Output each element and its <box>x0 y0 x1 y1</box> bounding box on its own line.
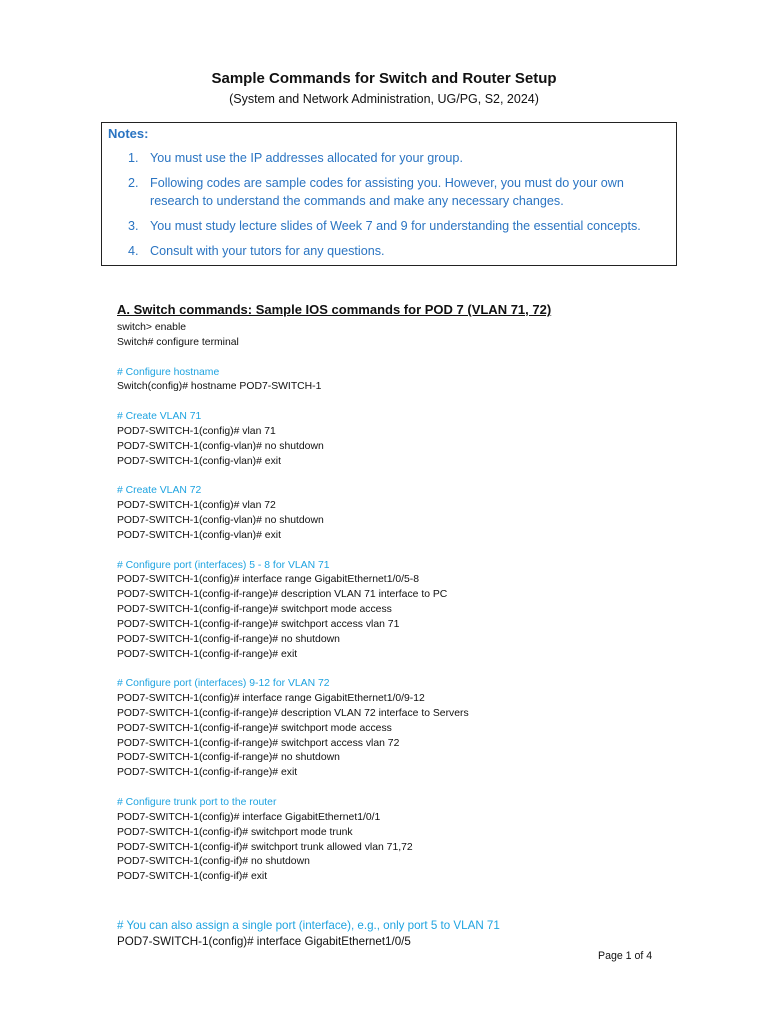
note-text: Consult with your tutors for any questions. <box>150 244 385 258</box>
command-line: POD7-SWITCH-1(config-if)# no shutdown <box>117 856 310 868</box>
spacer <box>117 395 717 410</box>
command-line: POD7-SWITCH-1(config-if-range)# switchport mode access <box>117 722 392 734</box>
command-line: POD7-SWITCH-1(config-if-range)# exit <box>117 648 298 660</box>
spacer <box>117 351 717 366</box>
comment-line: # Configure port (interfaces) 5 - 8 for VLAN 71 <box>117 559 330 571</box>
command-line: POD7-SWITCH-1(config)# interface GigabitEthernet1/0/1 <box>117 811 381 823</box>
comment-line: # Configure trunk port to the router <box>117 797 277 808</box>
spacer <box>117 469 717 484</box>
command-line: POD7-SWITCH-1(config)# vlan 72 <box>117 500 276 512</box>
comment-line: # Configure port (interfaces) 9-12 for VLAN 72 <box>117 678 330 690</box>
switch-commands-section <box>117 302 717 950</box>
command-line: Switch(config)# hostname POD7-SWITCH-1 <box>117 381 322 393</box>
comment-line: # Configure hostname <box>117 366 220 378</box>
command-line: POD7-SWITCH-1(config-if-range)# no shutdown <box>117 752 340 764</box>
note-item <box>102 217 676 235</box>
comment-line: # You can also assign a single port (interface), e.g., only port 5 to VLAN 71 <box>117 919 500 933</box>
command-line: POD7-SWITCH-1(config-vlan)# no shutdown <box>117 440 324 452</box>
command-line: POD7-SWITCH-1(config)# interface range GigabitEthernet1/0/9-12 <box>117 693 425 705</box>
spacer <box>117 781 717 796</box>
command-line: POD7-SWITCH-1(config)# interface GigabitEthernet1/0/5 <box>117 935 411 949</box>
command-line: POD7-SWITCH-1(config-if-range)# exit <box>117 767 298 779</box>
command-line: POD7-SWITCH-1(config-if-range)# description VLAN 72 interface to Servers <box>117 707 469 719</box>
command-line: Switch# configure terminal <box>117 336 239 348</box>
note-number: 4. <box>128 244 139 258</box>
note-text: Following codes are sample codes for assisting you. However, you must do your own research to understand the commands and make any necessary changes. <box>150 176 624 208</box>
command-line: POD7-SWITCH-1(config-vlan)# exit <box>117 529 281 541</box>
command-line: POD7-SWITCH-1(config-if-range)# switchport access vlan 72 <box>117 737 400 749</box>
command-line: POD7-SWITCH-1(config-if-range)# no shutdown <box>117 633 340 645</box>
notes-list <box>102 149 676 267</box>
command-line: POD7-SWITCH-1(config)# interface range GigabitEthernet1/0/5-8 <box>117 574 420 586</box>
note-text: You must use the IP addresses allocated for your group. <box>150 151 463 165</box>
notes-box <box>101 122 677 266</box>
spacer <box>117 544 717 559</box>
comment-line: # Create VLAN 71 <box>117 411 202 423</box>
document-title: Sample Commands for Switch and Router Setup <box>211 70 557 87</box>
command-line: POD7-SWITCH-1(config-vlan)# no shutdown <box>117 514 324 526</box>
note-item <box>102 174 676 210</box>
document-subtitle: (System and Network Administration, UG/PG, S2, 2024) <box>229 92 539 106</box>
notes-heading: Notes: <box>108 126 149 141</box>
note-number: 1. <box>128 151 139 165</box>
note-number: 2. <box>128 176 139 190</box>
command-line: POD7-SWITCH-1(config-if-range)# switchport mode access <box>117 604 392 616</box>
spacer <box>117 662 717 677</box>
command-line: POD7-SWITCH-1(config-if-range)# switchport access vlan 71 <box>117 618 400 630</box>
note-text: You must study lecture slides of Week 7 and 9 for understanding the essential concepts. <box>150 219 641 233</box>
command-line: POD7-SWITCH-1(config-if)# switchport trunk allowed vlan 71,72 <box>117 841 413 853</box>
note-number: 3. <box>128 219 139 233</box>
command-line: POD7-SWITCH-1(config-if-range)# description VLAN 71 interface to PC <box>117 589 448 601</box>
command-line: POD7-SWITCH-1(config-if)# switchport mode trunk <box>117 826 353 838</box>
spacer <box>117 885 717 918</box>
note-item <box>102 242 676 260</box>
comment-line: # Create VLAN 72 <box>117 485 202 497</box>
page-number: Page 1 of 4 <box>598 950 653 962</box>
command-line: switch> enable <box>117 322 187 333</box>
section-heading: A. Switch commands: Sample IOS commands for POD 7 (VLAN 71, 72) <box>117 302 552 317</box>
command-line: POD7-SWITCH-1(config-vlan)# exit <box>117 455 281 467</box>
command-line: POD7-SWITCH-1(config-if)# exit <box>117 871 268 883</box>
note-item <box>102 149 676 167</box>
command-line: POD7-SWITCH-1(config)# vlan 71 <box>117 425 276 437</box>
